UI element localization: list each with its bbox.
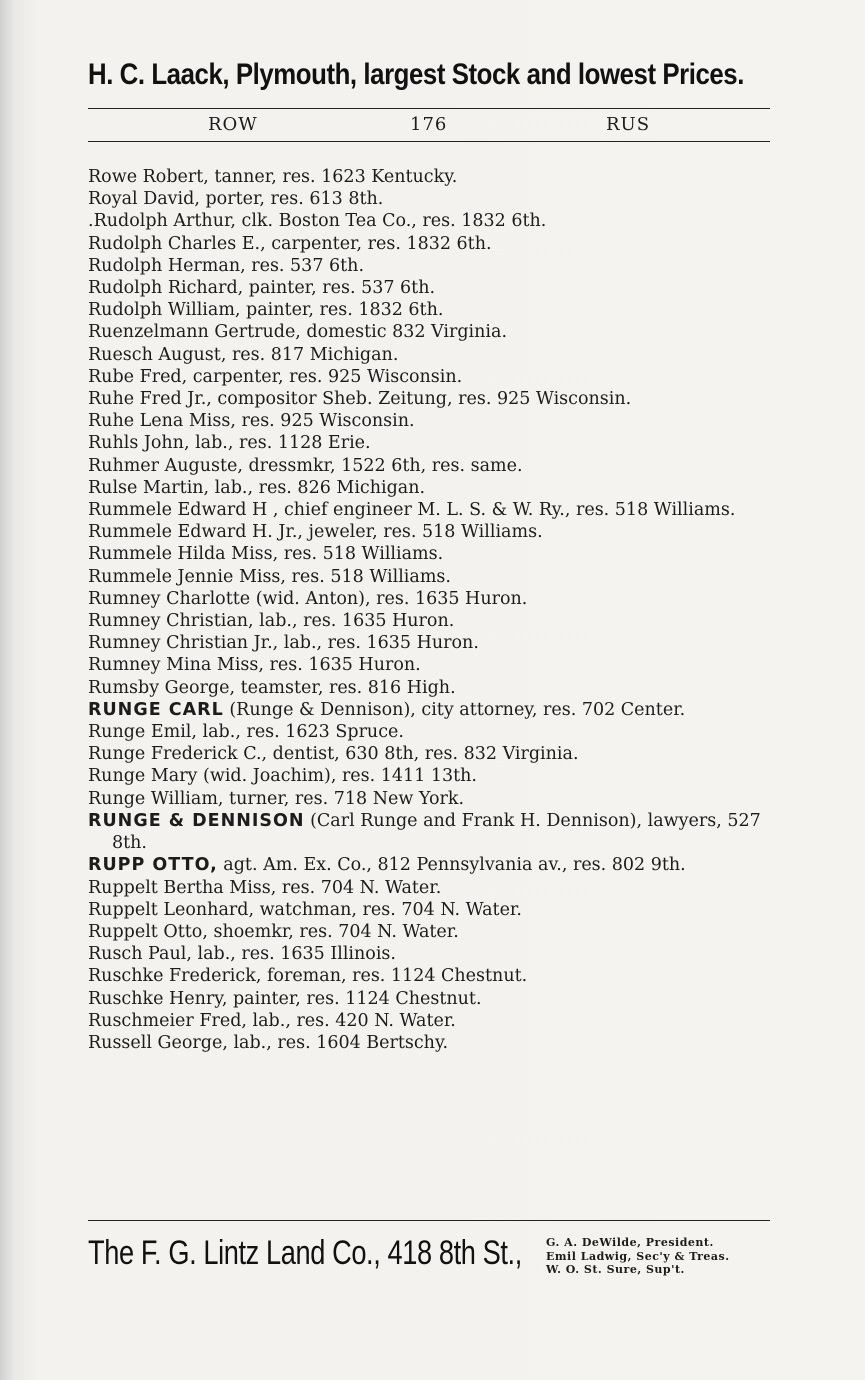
entry-text: agt. Am. Ex. Co., 812 Pennsylvania av., res. 802 9th. [217, 855, 686, 876]
entry-name-bold: RUNGE CARL [88, 699, 224, 720]
entry-ruhe-fred-jr: Ruhe Fred Jr., compositor Sheb. Zeitung, res. 925 Wisconsin. [88, 389, 632, 410]
entry-ruesch-august: Ruesch August, res. 817 Michigan. [88, 344, 399, 365]
entry-rumsby-george: Rumsby George, teamster, res. 816 High. [88, 677, 456, 698]
entry-rowe-robert: Rowe Robert, tanner, res. 1623 Kentucky. [88, 167, 458, 187]
entry-rummele-edward-jr: Rummele Edward H. Jr., jeweler, res. 518 Williams. [88, 522, 543, 543]
running-head [88, 114, 770, 138]
page-number: 176 [410, 114, 448, 135]
entry-runge-frederick: Runge Frederick C., dentist, 630 8th, res. 832 Virginia. [88, 744, 579, 765]
entry-runge-carl [88, 699, 778, 721]
entry-rudolph-william: Rudolph William, painter, res. 1832 6th. [88, 300, 444, 321]
officer-superintendent: W. O. St. Sure, Sup't. [546, 1263, 685, 1276]
entry-rupp-otto [88, 854, 778, 876]
entry-rumney-charlotte: Rumney Charlotte (wid. Anton), res. 1635 Huron. [88, 588, 528, 609]
entry-rumney-christian: Rumney Christian, lab., res. 1635 Huron. [88, 611, 455, 632]
entry-runge-mary: Runge Mary (wid. Joachim), res. 1411 13th. [88, 766, 477, 787]
running-head-left: ROW [208, 114, 258, 135]
footer-advertisement [88, 1228, 778, 1288]
header-rule-bottom [88, 141, 770, 142]
entry-ruppelt-bertha: Ruppelt Bertha Miss, res. 704 N. Water. [88, 877, 442, 898]
entry-text: (Runge & Dennison), city attorney, res. 702 Center. [223, 699, 686, 720]
entry-russell-george: Russell George, lab., res. 1604 Bertschy. [88, 1032, 449, 1053]
entry-runge-emil: Runge Emil, lab., res. 1623 Spruce. [88, 722, 404, 743]
header-rule-top [88, 108, 770, 109]
entry-rudolph-arthur: .Rudolph Arthur, clk. Boston Tea Co., res. 1832 6th. [88, 211, 547, 232]
entry-royal-david: Royal David, porter, res. 613 8th. [88, 189, 384, 210]
entry-rusch-paul: Rusch Paul, lab., res. 1635 Illinois. [88, 944, 396, 965]
officer-president: G. A. DeWilde, President. [546, 1236, 714, 1249]
entry-rummele-hilda: Rummele Hilda Miss, res. 518 Williams. [88, 544, 444, 565]
entry-rumney-christian-jr: Rumney Christian Jr., lab., res. 1635 Huron. [88, 633, 479, 654]
running-head-right: RUS [606, 114, 651, 135]
entry-rumney-mina: Rumney Mina Miss, res. 1635 Huron. [88, 655, 421, 676]
officer-secretary: Emil Ladwig, Sec'y & Treas. [546, 1249, 730, 1263]
entry-ruschke-frederick: Ruschke Frederick, foreman, res. 1124 Chestnut. [88, 966, 528, 987]
entry-rummele-jennie: Rummele Jennie Miss, res. 518 Williams. [88, 566, 451, 587]
entry-rudolph-herman: Rudolph Herman, res. 537 6th. [88, 255, 365, 276]
entry-ruhe-lena: Ruhe Lena Miss, res. 925 Wisconsin. [88, 411, 415, 432]
entry-name-bold: RUPP OTTO, [88, 855, 218, 876]
entry-name-bold: RUNGE & DENNISON [88, 810, 305, 831]
entry-rummele-edward: Rummele Edward H , chief engineer M. L. S. & W. Ry., res. 518 Williams. [88, 500, 736, 521]
entry-rulse-martin: Rulse Martin, lab., res. 826 Michigan. [88, 477, 426, 498]
entry-ruhmer-auguste: Ruhmer Auguste, dressmkr, 1522 6th, res. same. [88, 455, 523, 476]
footer-ad-officers [546, 1236, 786, 1277]
entry-rube-fred: Rube Fred, carpenter, res. 925 Wisconsin. [88, 366, 463, 387]
entry-runge-dennison [88, 810, 778, 854]
header-advertisement: H. C. Laack, Plymouth, largest Stock and lowest Prices. [88, 58, 744, 91]
entry-rudolph-richard: Rudolph Richard, painter, res. 537 6th. [88, 278, 436, 299]
entry-ruschke-henry: Ruschke Henry, painter, res. 1124 Chestnut. [88, 988, 482, 1009]
footer-rule [88, 1220, 770, 1221]
entry-runge-william: Runge William, turner, res. 718 New York. [88, 788, 465, 809]
entry-ruenzelmann-gertrude: Ruenzelmann Gertrude, domestic 832 Virginia. [88, 322, 508, 343]
entry-ruppelt-leonhard: Ruppelt Leonhard, watchman, res. 704 N. Water. [88, 899, 522, 920]
directory-entries [88, 166, 778, 1054]
entry-rudolph-charles: Rudolph Charles E., carpenter, res. 1832 6th. [88, 233, 492, 254]
entry-ruhls-john: Ruhls John, lab., res. 1128 Erie. [88, 433, 371, 454]
entry-ruschmeier-fred: Ruschmeier Fred, lab., res. 420 N. Water. [88, 1010, 456, 1031]
entry-ruppelt-otto: Ruppelt Otto, shoemkr, res. 704 N. Water. [88, 921, 459, 942]
entry-text: (Carl Runge and Frank H. Dennison), lawyers, 527 8th. [112, 810, 761, 854]
footer-ad-main: The F. G. Lintz Land Co., 418 8th St., [88, 1234, 522, 1272]
